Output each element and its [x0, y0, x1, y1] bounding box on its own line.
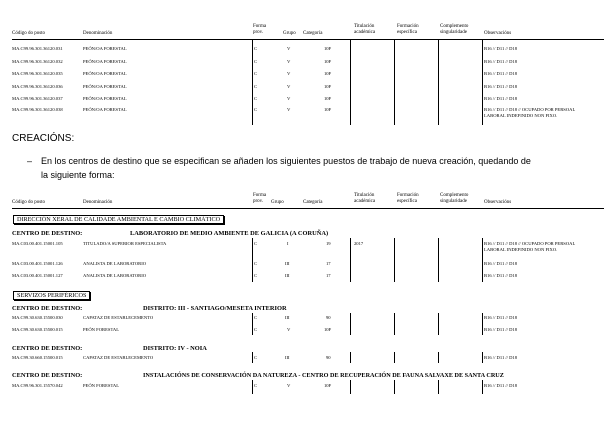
centro-label: CENTRO DE DESTINO:	[12, 305, 83, 312]
row-codigo: MA.C99.96.301.36120.036	[12, 84, 63, 89]
row-categoria: 10F	[324, 46, 332, 51]
row-categoria: 90	[326, 315, 331, 320]
row-observacions: B16 // D11 // D18	[484, 327, 518, 332]
row-codigo: MA.C03.00.401.15001.105	[12, 241, 63, 246]
row-observacions-cont: LABORAL INDEFINIDO NON FIXO.	[484, 247, 558, 252]
row-denominacion: ANALISTA DE LABORATORIO	[83, 261, 147, 266]
col-observacions-header: Observacións	[484, 31, 512, 36]
creaciones-heading: CREACIÓNS:	[12, 133, 75, 144]
row-observacions: B16 // D11 // D18	[484, 315, 518, 320]
centro-label: CENTRO DE DESTINO:	[12, 372, 83, 379]
row-grupo: V	[287, 71, 291, 76]
row-forma: C	[254, 107, 258, 112]
row-observacions-cont: LABORAL INDEFINIDO NON FIXO.	[484, 113, 558, 118]
row-denominacion: PEÓN FORESTAL	[83, 327, 120, 332]
row-denominacion: PEÓN/OA FORESTAL	[83, 59, 127, 64]
row-observacions: B16 // D11 // D18	[484, 383, 518, 388]
col-titulacion-header: Titulación académica	[354, 24, 376, 35]
row-categoria: 10F	[324, 107, 332, 112]
bullet-text-line-1: En los centros de destino que se especifican se añaden los siguientes puestos de trabajo de nueva creación, quedando de	[41, 156, 531, 166]
centro-name: DISTRITO: IV - NOIA	[143, 345, 207, 352]
col-complemento-header: Complemento singularidade	[440, 193, 469, 204]
row-categoria: 19	[326, 241, 331, 246]
col-formacion-header: Formación específica	[397, 193, 419, 204]
table2-header-rule	[12, 208, 604, 209]
row-denominacion: PEÓN/OA FORESTAL	[83, 84, 127, 89]
row-denominacion: PEÓN/OA FORESTAL	[83, 46, 127, 51]
row-observacions: B16 // D11 // D18	[484, 355, 518, 360]
row-categoria: 10F	[324, 59, 332, 64]
row-forma: C	[254, 84, 258, 89]
row-forma: C	[254, 315, 258, 320]
col-forma-header: Forma prov.	[253, 24, 267, 35]
row-categoria: 10F	[324, 96, 332, 101]
row-observacions: B16 // D11 // D18	[484, 261, 518, 266]
row-forma: C	[254, 273, 258, 278]
row-grupo: V	[287, 96, 291, 101]
section-box: DIRECCIÓN XERAL DE CALIDADE AMBIENTAL E CAMBIO CLIMÁTICO	[13, 215, 224, 224]
row-codigo: MA.C99.96.301.15570.042	[12, 383, 63, 388]
row-grupo: III	[285, 355, 290, 360]
row-grupo: III	[285, 261, 290, 266]
row-denominacion: CAPATAZ DE ESTABLECEMENTO	[83, 315, 154, 320]
col-titulacion-header: Titulación académica	[354, 193, 376, 204]
col-grupo-header: Grupo	[283, 31, 296, 36]
row-categoria: 10F	[324, 383, 332, 388]
col-observacions-header: Observacións	[484, 200, 512, 205]
centro-label: CENTRO DE DESTINO:	[12, 230, 83, 237]
row-categoria: 90	[326, 355, 331, 360]
col-codigo-header: Código do posto	[12, 31, 46, 36]
row-grupo: I	[287, 241, 289, 246]
row-codigo: MA.C99.96.301.36120.032	[12, 59, 63, 64]
row-denominacion: TITULADO/A SUPERIOR ESPECIALISTA	[83, 241, 167, 246]
row-grupo: V	[287, 59, 291, 64]
row-categoria: 10F	[324, 71, 332, 76]
row-forma: C	[254, 59, 258, 64]
row-codigo: MA.C99.96.301.36120.038	[12, 107, 63, 112]
centro-name: INSTALACIÓNS DE CONSERVACIÓN DA NATUREZA - CENTRO DE RECUPERACIÓN DE FAUNA SALVAXE DE SANTA CRUZ	[143, 372, 504, 379]
section-box: SERVIZOS PERIFÉRICOS	[13, 291, 90, 300]
col-formacion-header: Formación específica	[397, 24, 419, 35]
row-observacions: B16 // D11 // D18 // OCUPADO POR PERSOAL	[484, 241, 576, 246]
row-observacions: B16 // D11 // D18	[484, 273, 518, 278]
row-codigo: MA.C99.30.660.15500.015	[12, 355, 63, 360]
row-codigo: MA.C99.96.301.36120.037	[12, 96, 63, 101]
centro-name: DISTRITO: III - SANTIAGO/MESETA INTERIOR	[143, 305, 287, 312]
row-denominacion: PEÓN/OA FORESTAL	[83, 96, 127, 101]
row-forma: C	[254, 96, 258, 101]
bullet-text-line-2: la siguiente forma:	[41, 170, 115, 180]
row-codigo: MA.C99.96.301.36120.035	[12, 71, 63, 76]
row-grupo: V	[287, 327, 291, 332]
row-forma: C	[254, 355, 258, 360]
row-denominacion: PEÓN/OA FORESTAL	[83, 107, 127, 112]
centro-label: CENTRO DE DESTINO:	[12, 345, 83, 352]
col-denominacion-header: Denominación	[83, 31, 113, 36]
col-categoria-header: Categoría	[303, 31, 323, 36]
centro-name: LABORATORIO DE MEDIO AMBIENTE DE GALICIA (A CORUÑA)	[130, 230, 329, 237]
row-forma: C	[254, 261, 258, 266]
row-codigo: MA.C99.30.630.15500.030	[12, 315, 63, 320]
row-observacions: B16 // D11 // D18 // OCUPADO POR PERSOAL	[484, 107, 576, 112]
row-forma: C	[254, 46, 258, 51]
row-forma: C	[254, 383, 258, 388]
row-codigo: MA.C99.96.301.36120.031	[12, 46, 63, 51]
row-forma: C	[254, 327, 258, 332]
row-denominacion: CAPATAZ DE ESTABLECEMENTO	[83, 355, 154, 360]
row-grupo: III	[285, 273, 290, 278]
row-grupo: V	[287, 383, 291, 388]
row-grupo: V	[287, 107, 291, 112]
row-categoria: 17	[326, 261, 331, 266]
row-codigo: MA.C03.00.401.15001.126	[12, 261, 63, 266]
row-categoria: 10F	[324, 84, 332, 89]
row-observacions: B16 // D11 // D18	[484, 46, 518, 51]
row-categoria: 17	[326, 273, 331, 278]
col-denominacion-header: Denominación	[83, 200, 113, 205]
col-forma-header: Forma prov.	[253, 193, 267, 204]
row-observacions: B16 // D11 // D18	[484, 96, 518, 101]
row-observacions: B16 // D11 // D18	[484, 84, 518, 89]
table1-header-rule	[12, 39, 604, 40]
row-denominacion: PEÓN FORESTAL	[83, 383, 120, 388]
row-denominacion: PEÓN/OA FORESTAL	[83, 71, 127, 76]
col-complemento-header: Complemento singularidade	[440, 24, 469, 35]
col-grupo-header: Grupo	[271, 200, 284, 205]
row-titulacion: 2017	[354, 241, 364, 246]
row-codigo: MA.C99.30.630.15500.015	[12, 327, 63, 332]
row-observacions: B16 // D11 // D18	[484, 59, 518, 64]
row-grupo: V	[287, 46, 291, 51]
bullet-dash: –	[27, 156, 33, 166]
row-grupo: V	[287, 84, 291, 89]
row-observacions: B16 // D11 // D18	[484, 71, 518, 76]
col-categoria-header: Categoría	[303, 200, 323, 205]
row-forma: C	[254, 71, 258, 76]
row-forma: C	[254, 241, 258, 246]
col-codigo-header: Código do posto	[12, 200, 46, 205]
row-grupo: III	[285, 315, 290, 320]
row-codigo: MA.C03.00.401.15001.127	[12, 273, 63, 278]
row-denominacion: ANALISTA DE LABORATORIO	[83, 273, 147, 278]
row-categoria: 10F	[324, 327, 332, 332]
